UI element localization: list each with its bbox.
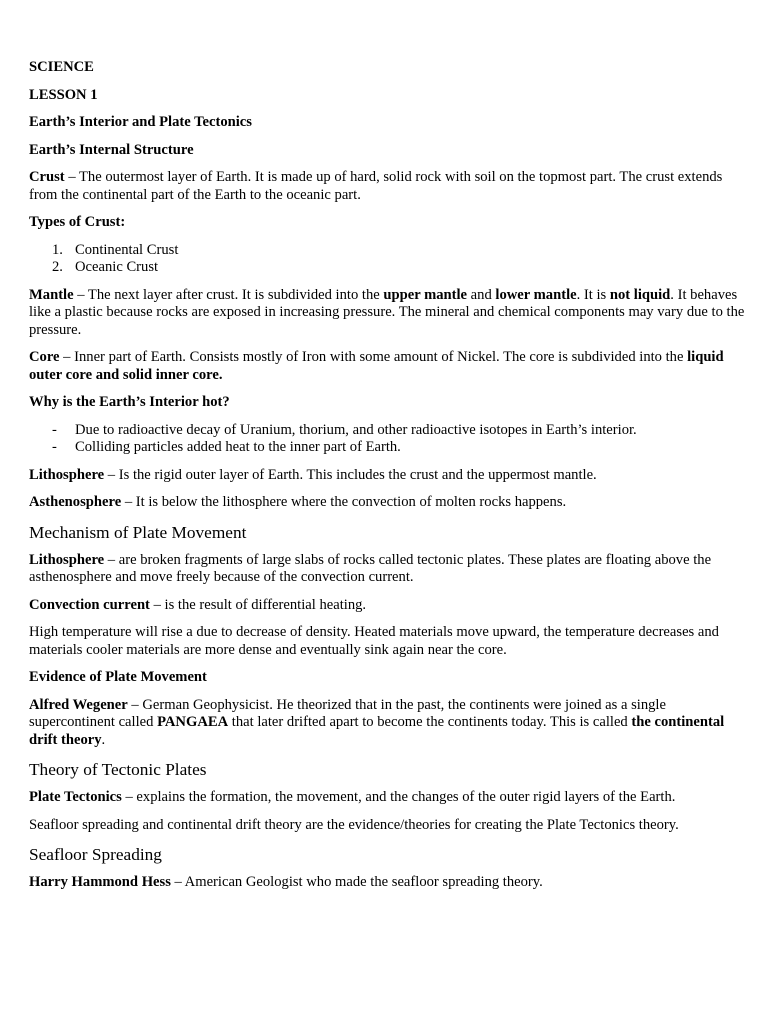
seafloor-heading: Seafloor Spreading <box>29 845 162 864</box>
theory-evidence-paragraph: Seafloor spreading and continental drift theory are the evidence/theories for creating the Plate Tectonics theory. <box>29 816 679 833</box>
asthenosphere-term: Asthenosphere <box>29 494 122 510</box>
hot-interior-list <box>29 422 751 457</box>
mantle-text: . It behaves like a plastic because rocks are exposed in increasing pressure. The mineral and chemical components may vary due to the pressure. <box>29 286 745 338</box>
wegener-text: that later drifted apart to become the continents today. This is called <box>228 714 632 730</box>
wegener-paragraph <box>29 697 751 750</box>
mantle-text: . It is <box>576 286 610 303</box>
list-marker: - <box>52 439 57 455</box>
mantle-text: – The next layer after crust. It is subdivided into the <box>73 286 384 303</box>
convection-paragraph <box>29 597 751 615</box>
hess-paragraph <box>29 874 751 892</box>
convection-term: Convection current <box>29 596 150 613</box>
tectonic-plates-definition: – are broken fragments of large slabs of rocks called tectonic plates. These plates are floating above the asthenosphere and move freely because of the convection current. <box>29 551 712 585</box>
asthenosphere-definition: – It is below the lithosphere where the convection of molten rocks happens. <box>121 494 567 510</box>
list-item <box>29 259 751 277</box>
continental-drift-term: the continental drift theory <box>29 714 725 748</box>
list-marker: - <box>52 421 57 438</box>
list-marker: 1. <box>52 241 63 258</box>
upper-mantle-term: upper mantle <box>383 286 468 303</box>
lithosphere-definition: – Is the rigid outer layer of Earth. This includes the crust and the uppermost mantle. <box>104 466 597 483</box>
tectonic-theory-heading: Theory of Tectonic Plates <box>29 760 207 779</box>
crust-types-heading: Types of Crust: <box>29 214 126 230</box>
list-item-text: Colliding particles added heat to the inner part of Earth. <box>75 439 401 455</box>
mantle-term: Mantle <box>29 286 74 303</box>
wegener-term: Alfred Wegener <box>29 696 128 713</box>
core-term: Core <box>29 349 60 365</box>
evidence-heading: Evidence of Plate Movement <box>29 669 207 685</box>
core-paragraph <box>29 349 751 384</box>
convection-definition: – is the result of differential heating. <box>149 596 367 613</box>
list-item-text: Due to radioactive decay of Uranium, thorium, and other radioactive isotopes in Earth’s interior. <box>75 421 637 438</box>
crust-paragraph <box>29 169 751 204</box>
not-liquid-emphasis: not liquid <box>609 286 671 303</box>
lithosphere-paragraph <box>29 467 751 485</box>
lithosphere-term: Lithosphere <box>29 551 105 568</box>
lower-mantle-term: lower mantle <box>495 286 577 303</box>
document-page <box>29 59 751 902</box>
lesson-title: Earth’s Interior and Plate Tectonics <box>29 114 252 130</box>
mechanism-heading: Mechanism of Plate Movement <box>29 522 247 542</box>
internal-structure-heading: Earth’s Internal Structure <box>29 141 194 158</box>
asthenosphere-paragraph <box>29 494 751 512</box>
mantle-paragraph <box>29 287 751 340</box>
crust-term: Crust <box>29 169 65 185</box>
crust-types-list <box>29 242 751 277</box>
list-marker: 2. <box>52 259 63 275</box>
core-layers-emphasis: liquid outer core and solid inner core. <box>29 349 724 383</box>
core-text: – Inner part of Earth. Consists mostly of Iron with some amount of Nickel. The core is subdivided into the <box>59 349 688 365</box>
subject-heading: SCIENCE <box>29 59 94 75</box>
high-temperature-paragraph: High temperature will rise a due to decrease of density. Heated materials move upward, the temperature decreases and materials cooler materials are more dense and eventually sink again near the core. <box>29 624 719 658</box>
hot-interior-heading: Why is the Earth’s Interior hot? <box>29 394 230 410</box>
wegener-text: . <box>101 731 106 748</box>
pangaea-term: PANGAEA <box>157 714 229 730</box>
wegener-text: – German Geophysicist. He theorized that in the past, the continents were joined as a single supercontinent called <box>29 696 666 730</box>
plate-tectonics-paragraph <box>29 789 751 807</box>
tectonic-plates-paragraph <box>29 552 751 587</box>
list-item <box>29 439 751 457</box>
crust-definition: – The outermost layer of Earth. It is made up of hard, solid rock with soil on the topmost part. The crust extends from the continental part of the Earth to the oceanic part. <box>29 169 723 203</box>
hess-definition: – American Geologist who made the seafloor spreading theory. <box>170 874 543 890</box>
list-item-text: Continental Crust <box>75 241 179 258</box>
plate-tectonics-term: Plate Tectonics <box>29 789 122 805</box>
list-item-text: Oceanic Crust <box>75 259 159 275</box>
list-item <box>29 242 751 260</box>
lesson-heading: LESSON 1 <box>29 86 98 103</box>
list-item <box>29 422 751 440</box>
lithosphere-term: Lithosphere <box>29 466 105 483</box>
plate-tectonics-definition: – explains the formation, the movement, and the changes of the outer rigid layers of the Earth. <box>121 789 676 805</box>
mantle-text: and <box>467 286 496 303</box>
hess-term: Harry Hammond Hess <box>29 874 171 890</box>
